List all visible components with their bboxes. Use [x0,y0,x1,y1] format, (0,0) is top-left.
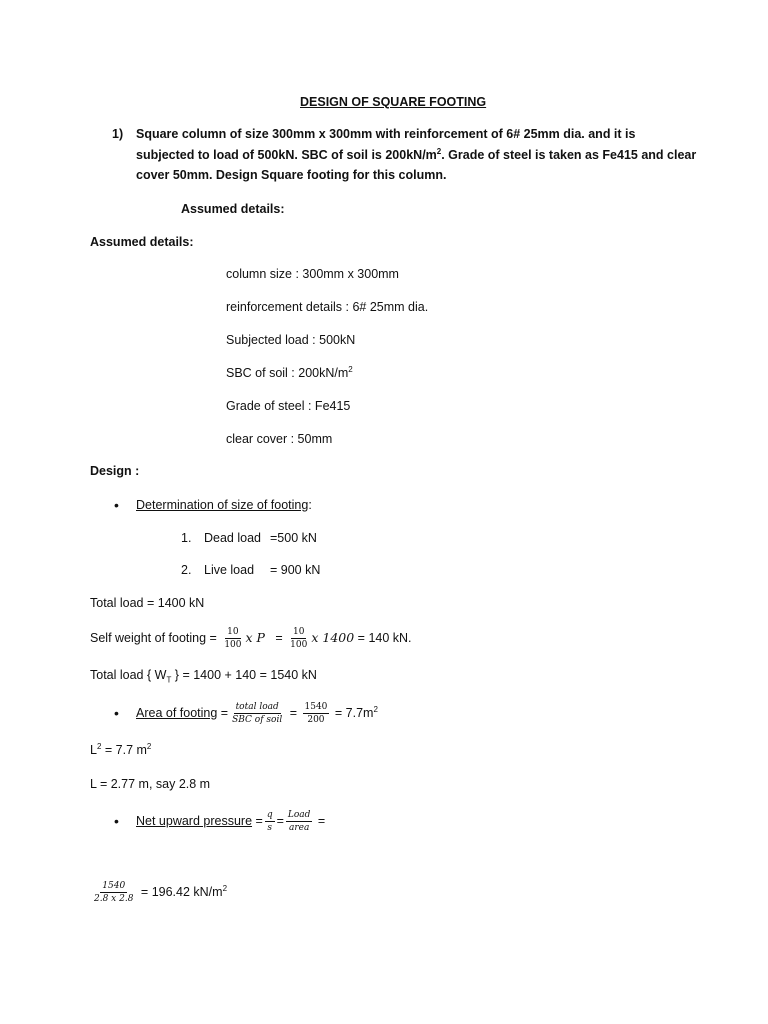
self-weight-line: Self weight of footing = $\frac{10}{100}$ x P = $\frac{10}{100}$ x 1400 = 140 kN. [90,627,412,651]
bullet-size-of-footing: • [114,497,119,513]
assumed-details-heading: Assumed details: [90,235,194,249]
fraction-1540-over-200: $\frac{1540}{200}$ [304,702,328,726]
area-of-footing-line: Area of footing = $\frac{\text{total load}}{\text{SBC of soil}}$ = $\frac{1540}{200}$ = $7.7m^2$ [136,702,378,726]
net-pressure-result-line: $\frac{1540}{2.8 x 2.8}$ = 196.42 $kN/m^2$ [94,881,228,905]
l-squared-line: $L^2 = 7.7$ $m^2$ [90,741,152,757]
fraction-1540-over-area: $\frac{1540}{2.8 x 2.8}$ [94,881,134,905]
design-heading: Design : [90,464,140,478]
total-load-wt: Total load { $W_T$ } = 1400 + 140 = 1540 kN [90,668,317,685]
net-upward-pressure-line: Net upward pressure = $\frac{q}{s}$ = $\frac{\text{Load}}{\text{area}}$ = [136,810,326,834]
dead-load-label: Dead load [204,531,261,545]
fraction-total-load-over-sbc: $\frac{\text{total load}}{\text{SBC of soil}}$ [232,702,283,726]
detail-reinforcement: reinforcement details : 6# 25mm dia. [226,300,429,314]
live-load-label: Live load [204,563,255,577]
detail-sbc: SBC of soil : $200kN/m^2$ [226,364,353,380]
bullet-area-of-footing: • [114,705,119,721]
detail-load: Subjected load : 500kN [226,333,356,347]
detail-steel-grade: Grade of steel : Fe415 [226,399,351,413]
dead-load-value: =500 kN [270,531,317,545]
live-load-value: = 900 kN [270,563,321,577]
live-load-number: 2. [181,563,192,577]
problem-number: 1) [112,127,124,141]
bullet-net-upward-pressure: • [114,813,119,829]
detail-clear-cover: clear cover : 50mm [226,432,333,446]
fraction-10-over-100: $\frac{10}{100}$ [224,627,242,651]
total-load: Total load = 1400 kN [90,596,205,610]
problem-line-3: cover 50mm. Design Square footing for this column. [136,168,447,182]
dead-load-number: 1. [181,531,192,545]
problem-line-2: subjected to load of 500kN. SBC of soil is $200kN/m^2$. Grade of steel is taken as Fe415 and clear [136,146,697,162]
fraction-q-over-s: $\frac{q}{s}$ [266,810,273,834]
detail-column-size: column size : 300mm x 300mm [226,267,399,281]
l-value-line: L = 2.77 m, say 2.8 m [90,777,211,791]
size-of-footing-heading: Determination of size of footing: [136,498,312,512]
problem-line-1: Square column of size 300mm x 300mm with reinforcement of 6# 25mm dia. and it is [136,127,636,141]
page-title: DESIGN OF SQUARE FOOTING [300,95,487,109]
fraction-load-over-area: $\frac{\text{Load}}{\text{area}}$ [287,810,311,834]
fraction-10-over-100-b: $\frac{10}{100}$ [290,627,308,651]
assumed-details-indented: Assumed details: [181,202,285,216]
